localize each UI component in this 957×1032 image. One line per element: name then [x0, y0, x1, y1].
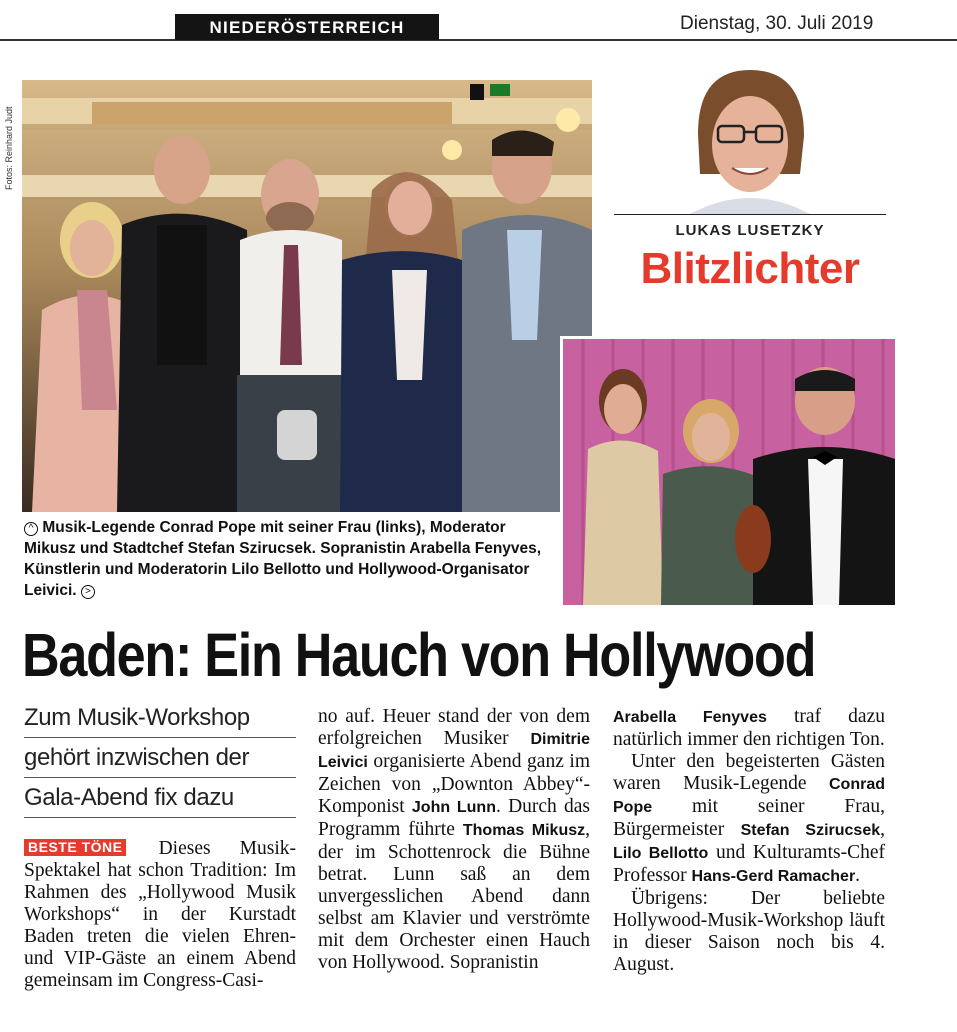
column-title: Blitzlichter [640, 244, 860, 293]
photo-credit: Fotos: Reinhard Judt [4, 106, 14, 190]
kicker-label: BESTE TÖNE [24, 839, 126, 856]
article-column-3 [613, 706, 885, 976]
caption-pointer-up-icon: ^ [24, 522, 38, 536]
person-name: Dimitrie Leivici [318, 731, 591, 771]
person-name: Conrad Pope [613, 776, 885, 816]
body-text: . Durch das Programm führte [318, 796, 590, 840]
body-text: mit seiner Frau, Bürgermeister [613, 796, 886, 840]
photo-caption [24, 517, 556, 601]
person-name: Thomas Mikusz [462, 822, 586, 839]
person-name: John Lunn [411, 799, 496, 816]
body-text: organisierte Abend ganz im Zeichen von „Downton Abbey“-Komponist [318, 751, 590, 817]
article-column-2 [318, 706, 590, 974]
subheadline-line: gehört inzwischen der [24, 738, 296, 778]
subheadline-line: Zum Musik-Workshop [24, 698, 296, 738]
person-name: Stefan Szirucsek [740, 822, 881, 839]
body-text: no auf. Heuer stand der von dem erfolgreichen Musiker [318, 706, 590, 749]
columnist-rule [614, 214, 886, 215]
caption-text: Musik-Legende Conrad Pope mit seiner Frau (links), Moderator Mikusz und Stadtchef Stefan Szirucsek. Sopranistin Arabella Fenyves, Künstlerin und Moderatorin Lilo Bellotto und Hollywood-Organisator Leivici. [24, 519, 542, 599]
article-subheadline [24, 698, 296, 818]
body-text: Übrigens: Der beliebte Hollywood-Musik-Workshop läuft in dieser Saison noch bis 4. August. [613, 888, 885, 975]
issue-date: Dienstag, 30. Juli 2019 [680, 13, 874, 34]
body-text: , der im Schottenrock die Bühne betrat. Lunn saß an dem unvergesslichen Abend dann selbst am Klavier und verströmte mit dem Orchester einen Hauch von Hollywood. Sopranistin [318, 819, 590, 973]
subheadline-line: Gala-Abend fix dazu [24, 778, 296, 818]
body-text: , [880, 819, 885, 840]
body-text: . [855, 865, 861, 886]
person-name: Arabella Fenyves [613, 709, 767, 726]
body-text: und Kulturamts-Chef Professor [613, 842, 886, 886]
trio-photo [560, 336, 898, 608]
article-column-1 [24, 838, 296, 992]
caption-pointer-right-icon: > [81, 585, 95, 599]
header-rule [0, 39, 957, 41]
person-name: Hans-Gerd Ramacher [691, 868, 856, 885]
columnist-portrait [680, 64, 820, 214]
columnist-name: LUKAS LUSETZKY [675, 222, 825, 239]
article-headline: Baden: Ein Hauch von Hollywood [22, 621, 816, 689]
group-photo [22, 80, 592, 512]
body-text: Dieses Musik-Spektakel hat schon Tradition: Im Rahmen des „Hollywood Musik Workshops“ in der Kurstadt Baden treten die vielen Ehren- und VIP-Gäste an einem Abend gemeinsam im Congress-Casi- [24, 838, 297, 991]
body-text: Unter den begeisterten Gästen waren Musik-Legende [613, 751, 885, 794]
body-text: traf dazu natürlich immer den richtigen Ton. [613, 706, 885, 750]
person-name: Lilo Bellotto [613, 845, 709, 862]
section-label: NIEDERÖSTERREICH [175, 14, 439, 40]
